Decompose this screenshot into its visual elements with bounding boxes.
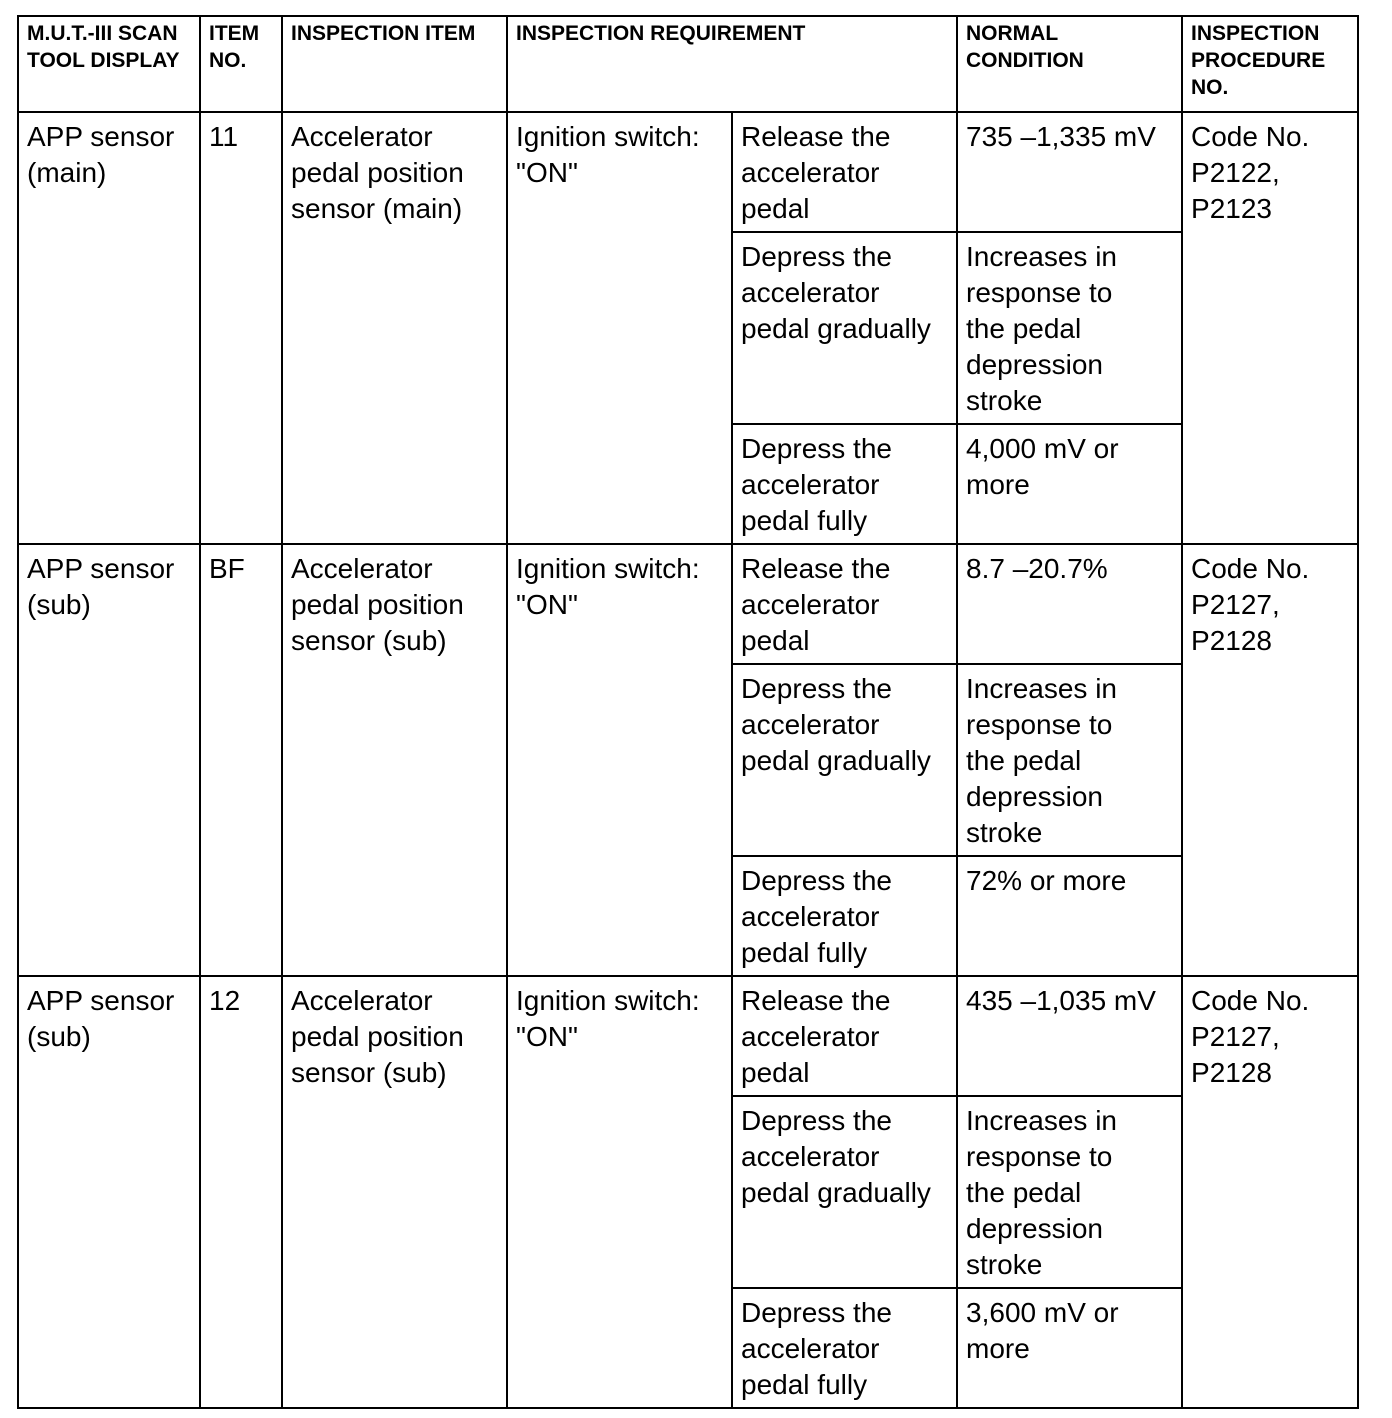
header-item-no: ITEM NO.	[200, 16, 282, 112]
cell-scan-tool-display: APP sensor (sub)	[18, 544, 200, 976]
cell-procedure-no: Code No. P2127, P2128	[1182, 544, 1358, 976]
cell-inspection-item: Accelerator pedal position sensor (main)	[282, 112, 507, 544]
header-inspection-item: INSPECTION ITEM	[282, 16, 507, 112]
cell-item-no: BF	[200, 544, 282, 976]
cell-requirement-action: Depress the accelerator pedal fully	[732, 856, 957, 976]
cell-normal-condition: 72% or more	[957, 856, 1182, 976]
cell-procedure-no: Code No. P2127, P2128	[1182, 976, 1358, 1408]
cell-normal-condition: 3,600 mV or more	[957, 1288, 1182, 1408]
cell-item-no: 11	[200, 112, 282, 544]
cell-requirement-action: Depress the accelerator pedal fully	[732, 1288, 957, 1408]
cell-requirement: Ignition switch: "ON"	[507, 112, 732, 544]
cell-normal-condition: Increases in response to the pedal depression stroke	[957, 232, 1182, 424]
cell-scan-tool-display: APP sensor (main)	[18, 112, 200, 544]
cell-requirement-action: Depress the accelerator pedal gradually	[732, 664, 957, 856]
cell-requirement: Ignition switch: "ON"	[507, 976, 732, 1408]
cell-normal-condition: 735 –1,335 mV	[957, 112, 1182, 232]
cell-requirement-action: Depress the accelerator pedal fully	[732, 424, 957, 544]
cell-inspection-item: Accelerator pedal position sensor (sub)	[282, 544, 507, 976]
header-inspection-procedure: INSPECTION PROCEDURE NO.	[1182, 16, 1358, 112]
cell-normal-condition: Increases in response to the pedal depression stroke	[957, 1096, 1182, 1288]
header-inspection-requirement: INSPECTION REQUIREMENT	[507, 16, 957, 112]
header-normal-condition: NORMAL CONDITION	[957, 16, 1182, 112]
cell-requirement-action: Release the accelerator pedal	[732, 976, 957, 1096]
cell-normal-condition: 435 –1,035 mV	[957, 976, 1182, 1096]
table-row	[18, 112, 1358, 232]
cell-requirement-action: Depress the accelerator pedal gradually	[732, 232, 957, 424]
cell-requirement-action: Release the accelerator pedal	[732, 544, 957, 664]
table-row	[18, 544, 1358, 664]
inspection-table	[17, 15, 1359, 1409]
cell-inspection-item: Accelerator pedal position sensor (sub)	[282, 976, 507, 1408]
cell-normal-condition: Increases in response to the pedal depression stroke	[957, 664, 1182, 856]
cell-requirement-action: Depress the accelerator pedal gradually	[732, 1096, 957, 1288]
cell-normal-condition: 4,000 mV or more	[957, 424, 1182, 544]
table-row	[18, 976, 1358, 1096]
cell-requirement-action: Release the accelerator pedal	[732, 112, 957, 232]
cell-requirement: Ignition switch: "ON"	[507, 544, 732, 976]
table-header-row	[18, 16, 1358, 112]
cell-item-no: 12	[200, 976, 282, 1408]
cell-procedure-no: Code No. P2122, P2123	[1182, 112, 1358, 544]
cell-normal-condition: 8.7 –20.7%	[957, 544, 1182, 664]
header-scan-tool-display: M.U.T.-III SCAN TOOL DISPLAY	[18, 16, 200, 112]
cell-scan-tool-display: APP sensor (sub)	[18, 976, 200, 1408]
